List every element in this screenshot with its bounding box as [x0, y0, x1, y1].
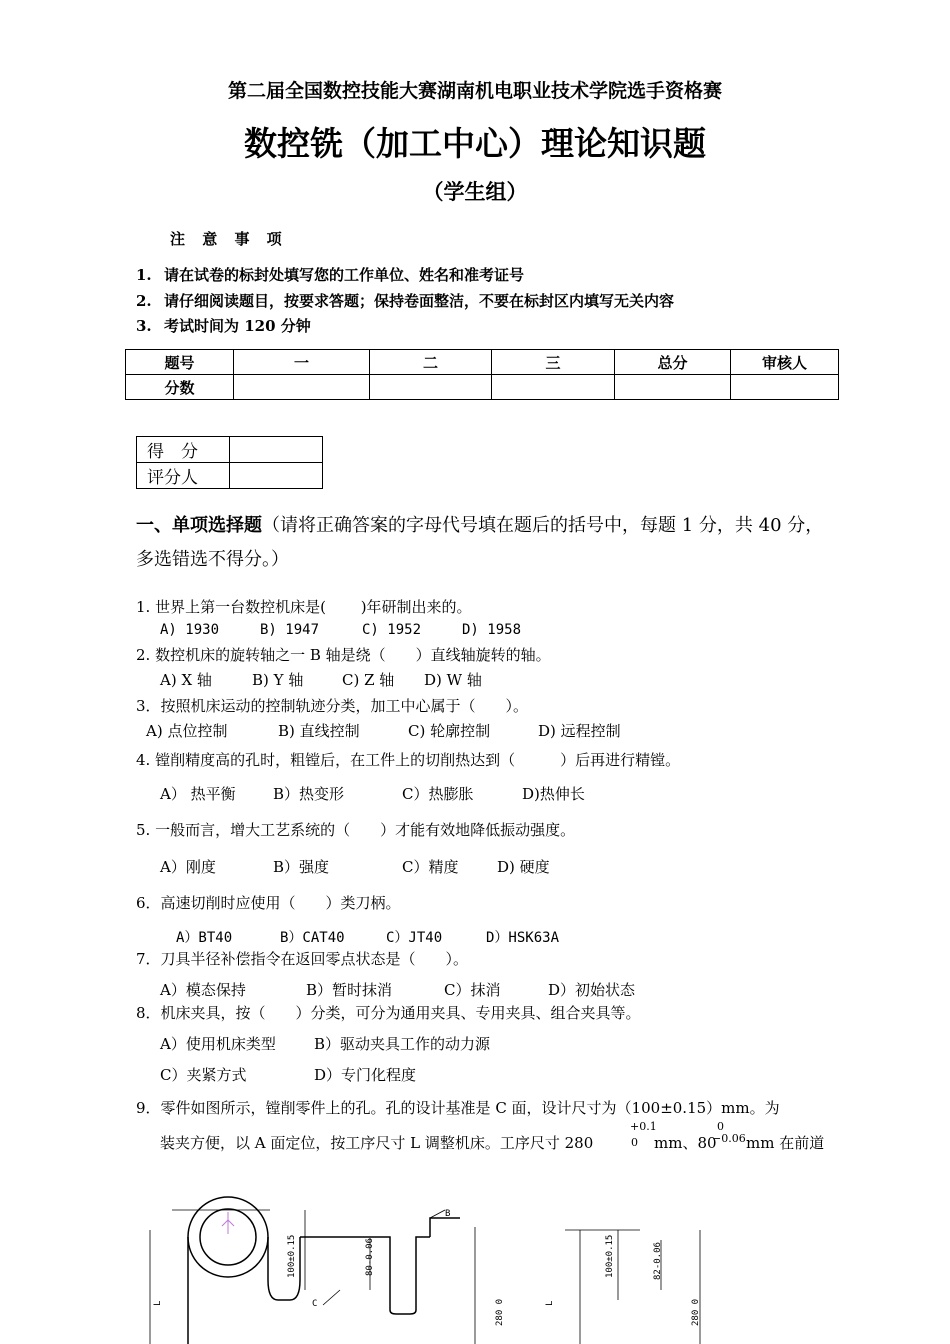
option: D）初始状态 — [548, 981, 636, 999]
grader-table — [136, 436, 323, 489]
question-7: 7．刀具半径补偿指令在返回零点状态是（ ）。 — [136, 950, 469, 968]
score-cell[interactable] — [234, 375, 370, 400]
question-3: 3．按照机床运动的控制轨迹分类，加工中心属于（ ）。 — [136, 697, 529, 715]
leader-B — [430, 1210, 445, 1218]
score-field[interactable] — [230, 437, 323, 463]
score-row-label: 分数 — [126, 375, 234, 400]
option: C）夹紧方式 — [160, 1066, 247, 1084]
option: D)热伸长 — [522, 785, 585, 803]
question-9-line2: 装夹方便，以 A 面定位，按工序尺寸 L 调整机床。工序尺寸 280 — [160, 1134, 594, 1152]
option: D）专门化程度 — [314, 1066, 417, 1084]
question-4: 4. 镗削精度高的孔时，粗镗后，在工件上的切削热达到（ ）后再进行精镗。 — [136, 751, 681, 769]
option: C）热膨胀 — [402, 785, 474, 803]
option: B）热变形 — [273, 785, 345, 803]
label-280: 280 0 — [495, 1298, 505, 1326]
question-1: 1. 世界上第一台数控机床是( )年研制出来的。 — [136, 598, 472, 616]
option: B）暂时抹消 — [306, 981, 393, 999]
option: B）强度 — [273, 858, 330, 876]
label-82: 82-0.06 — [653, 1242, 663, 1280]
question-9: 9．零件如图所示，镗削零件上的孔。孔的设计基准是 C 面，设计尺寸为（100±0.15）mm。为 — [136, 1099, 780, 1117]
score-cell[interactable] — [615, 375, 731, 400]
score-table-header: 三 — [492, 350, 615, 375]
score-cell[interactable] — [492, 375, 615, 400]
notice-item: 1. 请在试卷的标封处填写您的工作单位、姓名和准考证号 — [136, 266, 525, 284]
grader-label: 评分人 — [137, 463, 230, 489]
label-L2: L — [545, 1300, 555, 1306]
tolerance-lower: 0 — [631, 1136, 638, 1149]
option: D) W 轴 — [424, 671, 482, 689]
section-title: 一、单项选择题（请将正确答案的字母代号填在题后的括号中，每题 1 分，共 40 分，多选错选不得分。） — [136, 515, 824, 570]
grader-field[interactable] — [230, 463, 323, 489]
score-table-header: 一 — [234, 350, 370, 375]
option: A） 热平衡 — [160, 785, 236, 803]
option: C）抹消 — [444, 981, 501, 999]
part-top-step — [430, 1218, 460, 1237]
option: A) 点位控制 — [146, 722, 228, 740]
question-2: 2. 数控机床的旋转轴之一 B 轴是绕（ ）直线轴旋转的轴。 — [136, 646, 551, 664]
option: A) X 轴 — [160, 671, 212, 689]
tolerance-lower: −0.06 — [712, 1132, 746, 1145]
option: C) 1952 — [362, 622, 422, 638]
option: C）JT40 — [386, 930, 443, 946]
tolerance-upper: +0.1 — [630, 1120, 657, 1133]
notice-item: 2. 请仔细阅读题目，按要求答题；保持卷面整洁，不要在标封区内填写无关内容 — [136, 292, 675, 310]
label-100: 100±0.15 — [287, 1234, 297, 1278]
option: A）BT40 — [176, 930, 233, 946]
option: B) 1947 — [260, 622, 320, 638]
tolerance-upper: 0 — [717, 1120, 724, 1133]
option: A) 1930 — [160, 622, 220, 638]
label-B: B — [445, 1209, 451, 1219]
part-drawing — [140, 1190, 860, 1344]
question-8: 8．机床夹具，按（ ）分类，可分为通用夹具、专用夹具、组合夹具等。 — [136, 1004, 641, 1022]
score-label: 得 分 — [137, 437, 230, 463]
question-6: 6．高速切削时应使用（ ）类刀柄。 — [136, 894, 401, 912]
score-cell[interactable] — [370, 375, 492, 400]
option: B）驱动夹具工作的动力源 — [314, 1035, 491, 1053]
option: C) Z 轴 — [342, 671, 395, 689]
notice-item: 3. 考试时间为 120 分钟 — [136, 317, 311, 335]
option: D）HSK63A — [486, 930, 560, 946]
score-table-header: 二 — [370, 350, 492, 375]
exam-title-main: 数控铣（加工中心）理论知识题 — [244, 124, 706, 163]
option: D) 硬度 — [497, 858, 550, 876]
question-9-text4: mm 在前道 — [746, 1134, 825, 1152]
option: B) 直线控制 — [278, 722, 360, 740]
option: A）模态保持 — [160, 981, 246, 999]
option: D) 远程控制 — [538, 722, 621, 740]
option: D) 1958 — [462, 622, 522, 638]
question-9-text3: mm、80 — [654, 1134, 717, 1152]
option: C) 轮廓控制 — [408, 722, 491, 740]
score-table-header: 审核人 — [731, 350, 839, 375]
leader-C — [323, 1290, 340, 1305]
score-cell[interactable] — [731, 375, 839, 400]
exam-title-group: （学生组） — [422, 179, 528, 204]
option: C）精度 — [402, 858, 459, 876]
label-280-2: 280 0 — [691, 1298, 701, 1326]
score-table — [125, 349, 839, 400]
label-L: L — [153, 1300, 163, 1306]
question-5: 5. 一般而言，增大工艺系统的（ ）才能有效地降低振动强度。 — [136, 821, 576, 839]
notice-heading: 注 意 事 项 — [170, 230, 288, 248]
option: A）刚度 — [160, 858, 216, 876]
exam-title-line1: 第二届全国数控技能大赛湖南机电职业技术学院选手资格赛 — [227, 80, 722, 102]
option: A）使用机床类型 — [160, 1035, 276, 1053]
option: B) Y 轴 — [252, 671, 304, 689]
score-table-header: 总分 — [615, 350, 731, 375]
label-C: C — [312, 1299, 318, 1309]
option: B）CAT40 — [280, 930, 345, 946]
label-80: 80-0.06 — [365, 1238, 375, 1276]
score-table-header: 题号 — [126, 350, 234, 375]
label-100-2: 100±0.15 — [605, 1234, 615, 1278]
